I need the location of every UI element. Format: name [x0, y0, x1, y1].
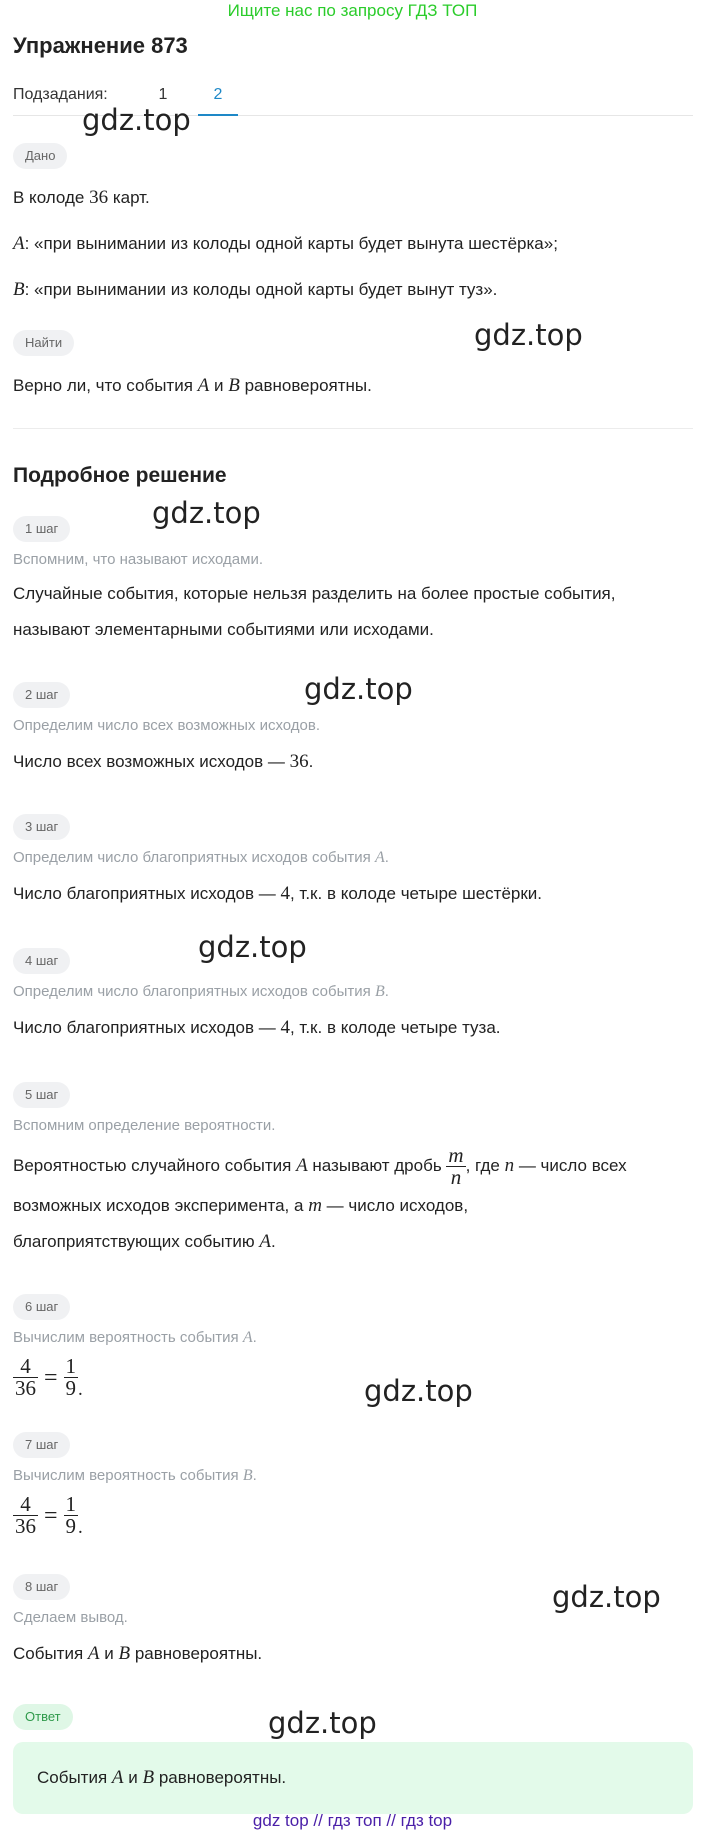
step-chip-1: 1 шаг	[13, 516, 70, 542]
step-text-3: Число благоприятных исходов — 4, т.к. в колоде четыре шестёрки.	[13, 883, 543, 904]
answer-chip: Ответ	[13, 1704, 73, 1730]
step-chip-6: 6 шаг	[13, 1294, 70, 1320]
fraction-1-over-9: $\frac{1}{9}$	[65, 1354, 77, 1400]
watermark: gdz.top	[268, 1706, 377, 1740]
step-text-4: Число благоприятных исходов — 4, т.к. в колоде четыре туза.	[13, 1017, 501, 1038]
step-chip-3: 3 шаг	[13, 814, 70, 840]
step-text-1a: Случайные события, которые нельзя разделить на более простые события,	[13, 584, 616, 603]
step-hint-3: Определим число благоприятных исходов события A.	[13, 849, 389, 866]
fraction-1-over-9: $\frac{1}{9}$	[65, 1492, 77, 1538]
section-divider	[13, 428, 693, 429]
given-line-1: В колоде 36 карт.	[13, 187, 150, 208]
step-chip-8: 8 шаг	[13, 1574, 70, 1600]
step-hint-2: Определим число всех возможных исходов.	[13, 717, 321, 734]
answer-box	[13, 1742, 693, 1814]
step-chip-7: 7 шаг	[13, 1432, 70, 1458]
footer-links[interactable]: gdz top // гдз топ // гдз top	[252, 1811, 453, 1830]
step-text-5b: возможных исходов эксперимента, а m — число исходов,	[13, 1195, 469, 1216]
subtasks-label: Подзадания:	[13, 86, 108, 103]
step-hint-5: Вспомним определение вероятности.	[13, 1117, 276, 1134]
watermark: gdz.top	[304, 672, 413, 706]
find-chip: Найти	[13, 330, 74, 356]
given-line-2: A: «при вынимании из колоды одной карты будет вынута шестёрка»;	[13, 233, 558, 254]
watermark: gdz.top	[364, 1374, 473, 1408]
step-chip-4: 4 шаг	[13, 948, 70, 974]
subtask-tab-2[interactable]: 2	[198, 86, 238, 116]
step-chip-5: 5 шаг	[13, 1082, 70, 1108]
find-question: Верно ли, что события A и B равновероятны.	[13, 375, 372, 396]
top-banner-link[interactable]: Ищите нас по запросу ГДЗ ТОП	[227, 1, 478, 20]
step-text-2: Число всех возможных исходов — 36.	[13, 751, 314, 772]
watermark: gdz.top	[474, 318, 583, 352]
step-text-5a: Вероятностью случайного события A называют дробь $\frac{m}{n}$ , где n — число всех	[13, 1143, 627, 1190]
fraction-m-over-n: $\frac{m}{n}$	[448, 1143, 464, 1190]
fraction-4-over-36: $\frac{4}{36}$	[15, 1492, 36, 1538]
fraction-4-over-36: $\frac{4}{36}$	[15, 1354, 36, 1400]
subtask-tab-1[interactable]: 1	[158, 86, 168, 103]
given-chip: Дано	[13, 143, 67, 169]
watermark: gdz.top	[82, 103, 191, 137]
step-text-1b: называют элементарными событиями или исходами.	[13, 620, 434, 639]
step-equation-6: $\frac{4}{36}$ = $\frac{1}{9}$ .	[15, 1354, 83, 1400]
step-text-8: События A и B равновероятны.	[13, 1643, 263, 1664]
page-title: Упражнение 873	[13, 33, 188, 58]
watermark: gdz.top	[152, 496, 261, 530]
solution-heading: Подробное решение	[13, 464, 227, 487]
step-hint-1: Вспомним, что называют исходами.	[13, 551, 264, 568]
step-text-5c: благоприятствующих событию A.	[13, 1231, 276, 1252]
watermark: gdz.top	[198, 930, 307, 964]
watermark: gdz.top	[552, 1580, 661, 1614]
given-line-3: B: «при вынимании из колоды одной карты будет вынут туз».	[13, 279, 498, 300]
step-hint-8: Сделаем вывод.	[13, 1609, 128, 1626]
step-hint-4: Определим число благоприятных исходов события B.	[13, 983, 389, 1000]
step-hint-7: Вычислим вероятность события B.	[13, 1467, 257, 1484]
step-chip-2: 2 шаг	[13, 682, 70, 708]
step-hint-6: Вычислим вероятность события A.	[13, 1329, 257, 1346]
answer-text: События A и B равновероятны.	[37, 1767, 287, 1788]
step-equation-7: $\frac{4}{36}$ = $\frac{1}{9}$ .	[15, 1492, 83, 1538]
